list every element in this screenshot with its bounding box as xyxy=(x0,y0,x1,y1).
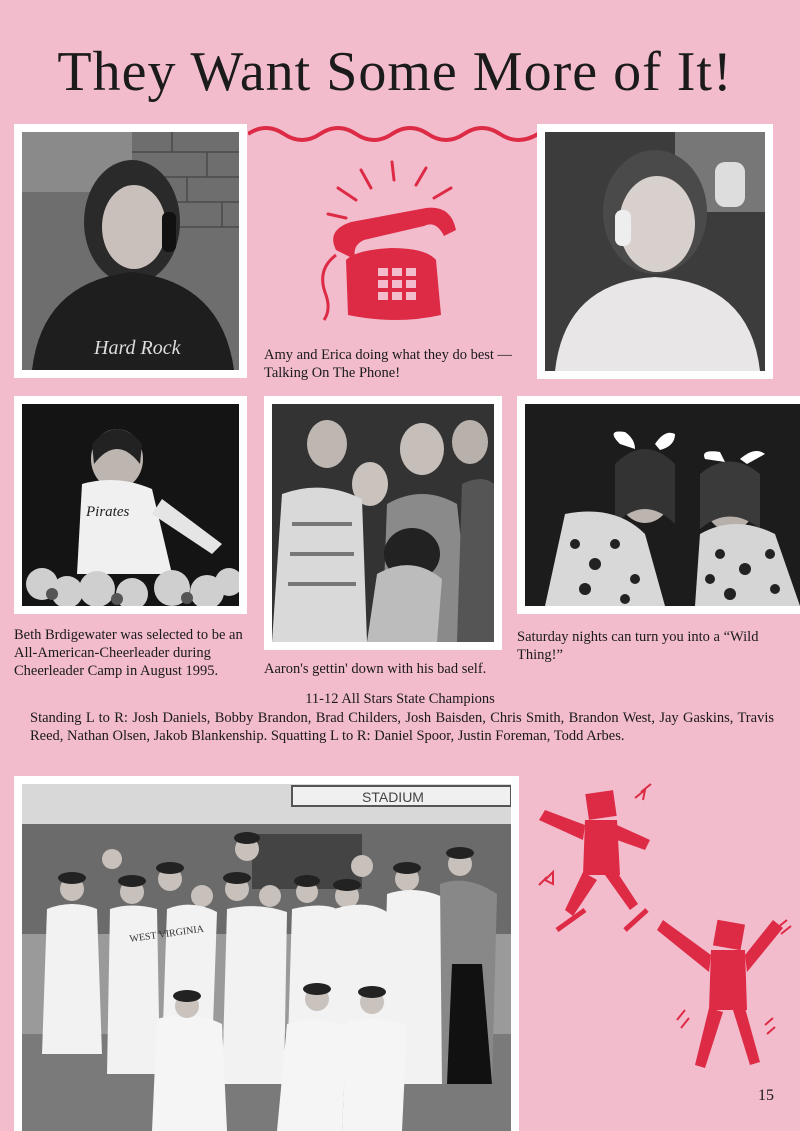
jersey-text: WEST VIRGINIA xyxy=(128,923,205,945)
caption-phone: Amy and Erica doing what they do best — Talking On The Phone! xyxy=(264,347,513,381)
hard-rock-shirt-text: Hard Rock xyxy=(94,337,181,359)
dancing-figure-icon-2 xyxy=(655,900,795,1080)
photo-all-stars-team xyxy=(14,776,519,1131)
photo-wild-thing xyxy=(517,396,800,614)
page-number: 15 xyxy=(758,1087,774,1104)
photo-amy-on-phone xyxy=(14,124,247,378)
wavy-line-decoration xyxy=(248,118,538,148)
stadium-sign-text: STADIUM xyxy=(362,789,424,805)
telephone-icon xyxy=(316,160,466,330)
caption-cheerleader: Beth Brdigewater was selected to be an All-American-Cheerleader during Cheerleader Camp in August 1995. xyxy=(14,627,243,679)
caption-team-names: Standing L to R: Josh Daniels, Bobby Brandon, Brad Childers, Josh Baisden, Chris Smith, Brandon West, Jay Gaskins, Travis Reed, Nathan Olsen, Jakob Blankenship. Squatting L to R: Daniel Spoor, Justin Foreman, Todd Arbes. xyxy=(30,710,774,744)
dancing-figure-icon xyxy=(535,780,665,940)
caption-wild-thing: Saturday nights can turn you into a “Wild Thing!” xyxy=(517,629,759,663)
photo-cheerleader xyxy=(14,396,247,614)
photo-erica-on-phone xyxy=(537,124,773,379)
page-title: They Want Some More of It! xyxy=(57,41,733,103)
caption-team-title: 11-12 All Stars State Champions xyxy=(305,691,495,707)
cheer-shirt-text: Pirates xyxy=(86,504,130,520)
photo-aaron-group xyxy=(264,396,502,650)
caption-aaron: Aaron's gettin' down with his bad self. xyxy=(264,661,487,677)
